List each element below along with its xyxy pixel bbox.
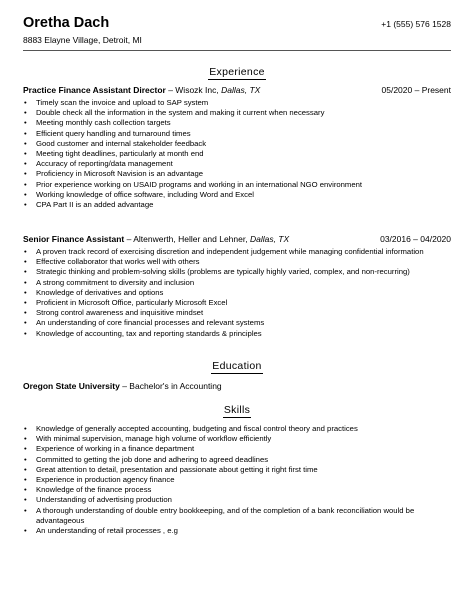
list-item: • Efficient query handling and turnaround times — [24, 128, 191, 138]
job-location: Dallas, TX — [221, 85, 261, 95]
job-header-2: Senior Finance Assistant – Altenwerth, Heller and Lehner, Dallas, TX 03/2016 – 04/2020 — [23, 234, 451, 244]
list-item: • Working knowledge of office software, including Word and Excel — [24, 189, 254, 199]
list-item: • Strong control awareness and inquisitive mindset — [24, 308, 204, 318]
list-item: • Accuracy of reporting/data management — [24, 159, 173, 169]
job-separator: – — [165, 85, 176, 95]
list-item: • Effective collaborator that works well with others — [24, 257, 200, 267]
phone-number: +1 (555) 576 1528 — [381, 19, 451, 29]
list-item: • A thorough understanding of double entry bookkeeping, and of the completion of a bank reconciliation would be advantageous — [24, 505, 415, 525]
list-item: • Proficient in Microsoft Office, particularly Microsoft Excel — [24, 298, 228, 308]
header-divider — [23, 50, 451, 51]
degree: Bachelor's in Accounting — [129, 381, 222, 391]
job-separator: – — [124, 234, 134, 244]
skills-list — [23, 424, 451, 536]
list-item: • Knowledge of accounting, tax and reporting standards & principles — [24, 328, 262, 338]
company-name: Altenwerth, Heller and Lehner — [133, 234, 246, 244]
skills-heading: Skills — [223, 404, 251, 416]
list-item: • Good customer and internal stakeholder feedback — [24, 138, 207, 148]
list-item: • Experience in production agency finance — [24, 475, 175, 485]
list-item: • Double check all the information in the system and making it current when necessary — [24, 108, 325, 118]
list-item: • Knowledge of generally accepted accounting, budgeting and fiscal control theory and practices — [24, 424, 358, 433]
list-item: • Knowledge of derivatives and options — [24, 287, 164, 297]
list-item: • Understanding of advertising production — [24, 495, 172, 505]
job-header-1: Practice Finance Assistant Director – Wisozk Inc, Dallas, TX 05/2020 – Present — [23, 85, 451, 95]
candidate-name: Oretha Dach — [23, 15, 110, 31]
experience-heading: Experience — [209, 66, 265, 78]
list-item: • An understanding of core financial processes and relevant systems — [24, 318, 265, 328]
address: 8883 Elayne Village, Detroit, MI — [23, 35, 142, 45]
list-item: • Committed to getting the job done and adhering to agreed deadlines — [24, 454, 269, 464]
list-item: • Strategic thinking and problem-solving skills (problems are typically highly varied, complex, and non-recurring) — [24, 267, 410, 277]
list-item: • A strong commitment to diversity and inclusion — [24, 277, 195, 287]
job-title: Senior Finance Assistant — [23, 234, 125, 244]
job-dates: 03/2016 – 04/2020 — [380, 234, 451, 244]
list-item: • Great attention to detail, presentation and passionate about getting it right first time — [24, 464, 318, 474]
job-dates: 05/2020 – Present — [381, 85, 451, 95]
list-item: • An understanding of retail processes , e.g — [24, 526, 178, 536]
list-item: • Meeting monthly cash collection targets — [24, 118, 171, 128]
list-item: • Prior experience working on USAID programs and working in an international NGO environment — [24, 179, 363, 189]
job-title: Practice Finance Assistant Director — [23, 85, 166, 95]
education-heading: Education — [212, 360, 262, 372]
list-item: • A proven track record of exercising discretion and independent judgement while managing confidential information — [24, 247, 424, 256]
job-location: Dallas, TX — [249, 234, 290, 244]
list-item: • Meeting tight deadlines, particularly at month end — [24, 149, 204, 159]
education-separator: – — [119, 381, 130, 391]
list-item: • Timely scan the invoice and upload to SAP system — [24, 98, 209, 107]
school-name: Oregon State University — [23, 381, 120, 391]
list-item: • Proficiency in Microsoft Navision is an advantage — [24, 169, 204, 179]
list-item: • With minimal supervision, manage high volume of workflow efficiently — [24, 434, 272, 444]
list-item: • Knowledge of the finance process — [24, 485, 152, 495]
education-entry — [23, 381, 451, 392]
job-2-bullets — [23, 247, 451, 339]
company-name: Wisozk Inc — [175, 85, 217, 95]
list-item: • CPA Part II is an added advantage — [24, 200, 154, 210]
list-item: • Experience of working in a finance department — [24, 444, 195, 454]
job-1-bullets — [23, 98, 451, 210]
